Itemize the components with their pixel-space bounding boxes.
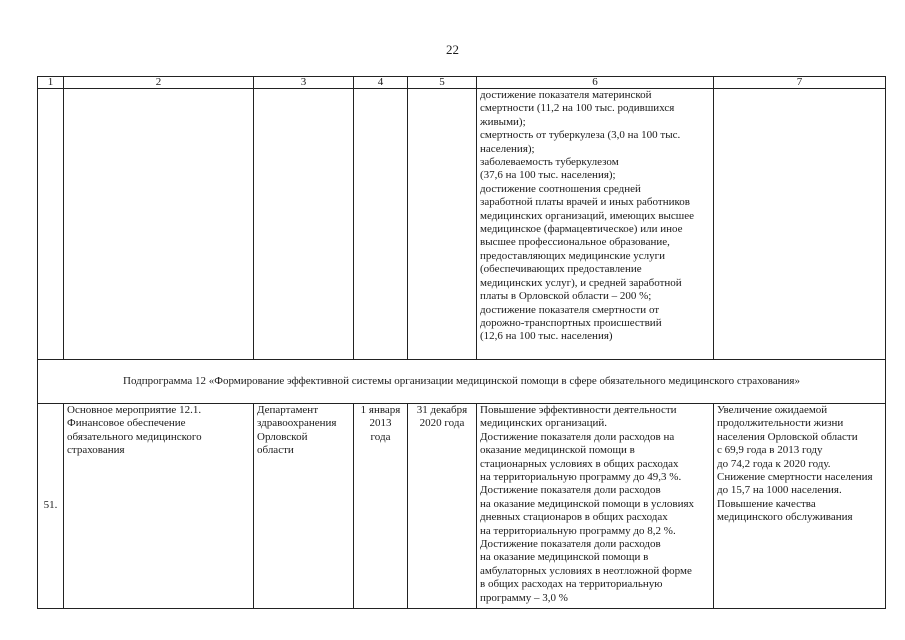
text-line: с 69,9 года в 2013 году (717, 444, 823, 457)
activity-name (64, 404, 254, 609)
continuation-cell-4 (354, 89, 408, 360)
expected-results (477, 404, 714, 609)
text-line: на территориальную программу до 49,3 %. (480, 471, 682, 484)
text-line: до 15,7 на 1000 населения. (717, 484, 842, 497)
text-line: стационарных условиях в общих расходах (480, 457, 679, 470)
text-line: на оказание медицинской помощи в (480, 551, 649, 564)
text-line: здравоохранения (257, 417, 337, 430)
text-line: медицинских организаций, имеющих высшее (480, 209, 695, 222)
text-line: медицинское (фармацевтическое) или иное (480, 223, 683, 236)
text-line: дневных стационаров в общих расходах (480, 511, 668, 524)
continuation-cell-2 (64, 89, 254, 360)
text-line: Снижение смертности населения (717, 471, 873, 484)
page-number: 22 (446, 42, 459, 57)
text-line: медицинских услуг), и средней заработной (480, 276, 682, 289)
text-line: Финансовое обеспечение (67, 417, 186, 430)
text-line: медицинского обслуживания (717, 511, 853, 524)
header-cell-1: 1 (38, 77, 64, 89)
continuation-indicators (477, 89, 714, 360)
header-cell-4: 4 (354, 77, 408, 89)
text-line: (12,6 на 100 тыс. населения) (480, 330, 613, 343)
text-line: заработной платы врачей и иных работников (480, 196, 690, 209)
text-line: обязательного медицинского (67, 430, 202, 443)
text-line: оказание медицинской помощи в (480, 444, 635, 457)
header-cell-7: 7 (714, 77, 886, 89)
text-line: 1 января (360, 404, 401, 416)
text-line: населения Орловской области (717, 430, 858, 443)
text-line: (37,6 на 100 тыс. населения); (480, 169, 616, 182)
header-cell-6: 6 (477, 77, 714, 89)
text-line: до 74,2 года к 2020 году. (717, 457, 831, 470)
text-line: Повышение эффективности деятельности (480, 404, 677, 416)
responsible-executor (254, 404, 354, 609)
text-line: на территориальную программу до 8,2 %. (480, 524, 676, 537)
text-line: медицинских организаций. (480, 417, 608, 430)
header-cell-5: 5 (408, 77, 477, 89)
text-line: платы в Орловской области – 200 %; (480, 290, 652, 303)
text-line: Орловской (257, 430, 308, 443)
subprogram-title: Подпрограмма 12 «Формирование эффективной системы организации медицинской помощи в сфере обязательного медицинского страхования» (38, 360, 886, 404)
end-date (408, 404, 477, 609)
text-line: программу – 3,0 % (480, 591, 568, 604)
text-line: Департамент (257, 404, 319, 416)
text-line: Достижение показателя доли расходов на (480, 430, 675, 443)
text-line: достижение соотношения средней (480, 182, 641, 195)
text-line: предоставляющих медицинские услуги (480, 249, 665, 262)
text-line: населения); (480, 142, 535, 155)
header-cell-2: 2 (64, 77, 254, 89)
target-indicators (714, 404, 886, 609)
table-row (38, 404, 886, 609)
text-line: Достижение показателя доли расходов (480, 538, 661, 551)
text-line: 2020 года (419, 417, 465, 430)
text-line: Достижение показателя доли расходов (480, 484, 661, 497)
text-line: достижение показателя смертности от (480, 303, 660, 316)
text-line: высшее профессиональное образование, (480, 236, 670, 249)
text-line: достижение показателя материнской (480, 89, 652, 101)
text-line: Основное мероприятие 12.1. (67, 404, 202, 416)
document-table (37, 76, 886, 609)
start-date (354, 404, 408, 609)
continuation-cell-7 (714, 89, 886, 360)
text-line: смертности (11,2 на 100 тыс. родившихся (480, 102, 675, 115)
continuation-cell-1 (38, 89, 64, 360)
text-line: заболеваемость туберкулезом (480, 156, 619, 169)
text-line: амбулаторных условиях в неотложной форме (480, 564, 692, 577)
text-line: области (257, 444, 294, 457)
text-line: продолжительности жизни (717, 417, 844, 430)
text-line: года (370, 430, 391, 443)
text-line: дорожно-транспортных происшествий (480, 316, 662, 329)
text-line: в общих расходах на территориальную (480, 578, 663, 591)
continuation-row (38, 89, 886, 360)
header-row (38, 77, 886, 89)
continuation-cell-3 (254, 89, 354, 360)
text-line: живыми); (480, 115, 526, 128)
continuation-cell-5 (408, 89, 477, 360)
text-line: смертность от туберкулеза (3,0 на 100 тыс. (480, 129, 681, 142)
text-line: (обеспечивающих предоставление (480, 263, 642, 276)
header-cell-3: 3 (254, 77, 354, 89)
subprogram-row (38, 360, 886, 404)
text-line: страхования (67, 444, 125, 457)
text-line: 31 декабря (416, 404, 468, 416)
text-line: Повышение качества (717, 497, 816, 510)
text-line: на оказание медицинской помощи в условиях (480, 497, 695, 510)
text-line: Увеличение ожидаемой (717, 404, 828, 416)
row-number: 51. (38, 404, 64, 609)
text-line: 2013 (369, 417, 392, 430)
